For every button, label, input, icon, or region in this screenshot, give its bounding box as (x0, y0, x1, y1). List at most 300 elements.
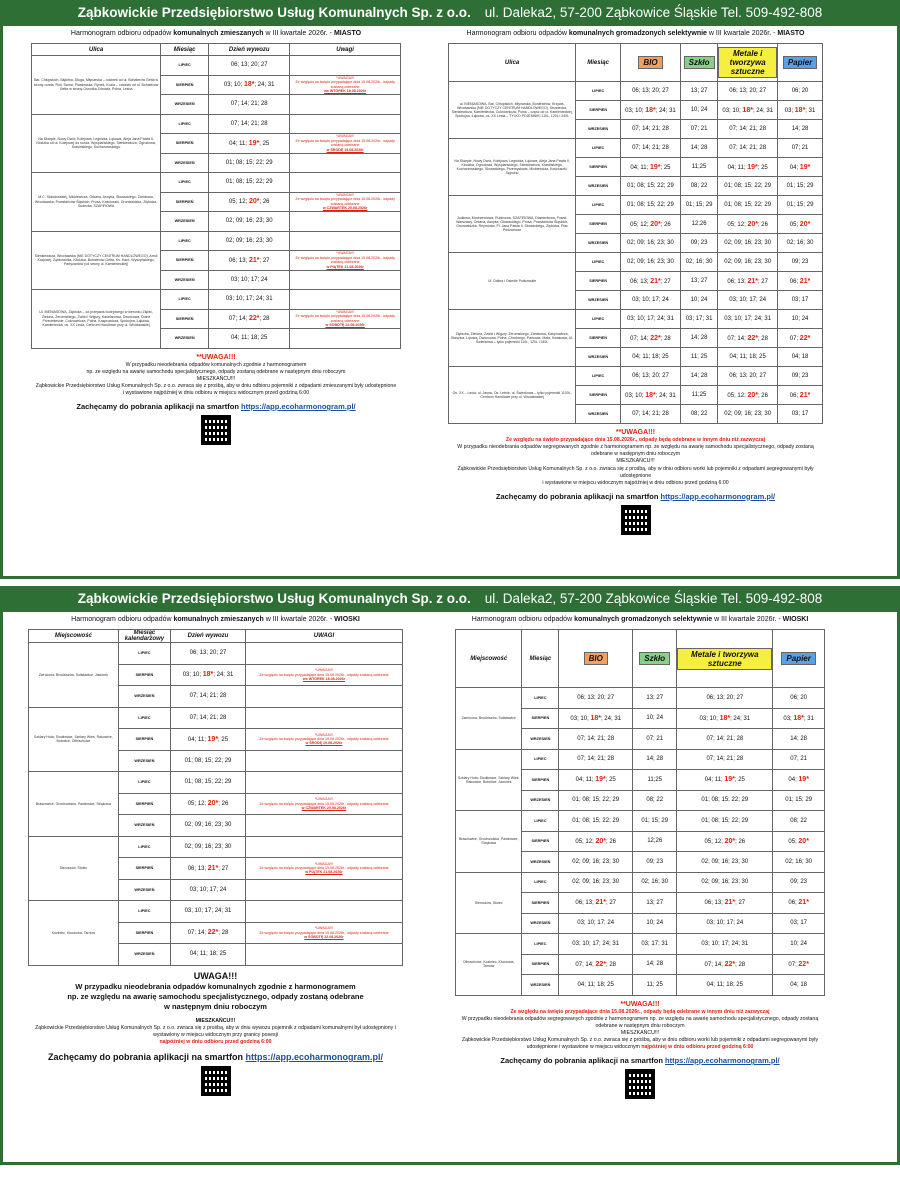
pickup-day: 24 (607, 920, 615, 927)
pickup-dates: 06; 13; 21*; 27 (559, 893, 633, 914)
pickup-day: 30 (612, 879, 620, 886)
note-day: w ŚRODĘ 19.08.2026r (326, 147, 364, 152)
pickup-day: 01 (724, 183, 731, 189)
table-row (29, 643, 403, 665)
street-list: Braszowice, Grochowiska, Pawłowice, Strąkowa (29, 772, 119, 837)
pickup-day: 17 (744, 316, 752, 322)
pickup-day: 14 (199, 693, 207, 700)
pickup-day: 02 (701, 858, 709, 865)
footer-line: W przypadku nieodebrania odpadów komunalnych zgodnie z harmonogramem (125, 361, 307, 368)
pickup-day: 01 (572, 817, 579, 824)
app-promo (28, 1051, 403, 1063)
note-day: w SOBOTĘ 22.08.2026r (325, 323, 365, 328)
pickup-day: 16 (695, 259, 703, 265)
pickup-day: 27 (761, 278, 768, 285)
pickup-day: 24 (216, 672, 224, 679)
pickup-day: 24 (736, 920, 744, 927)
pickup-dates (680, 386, 717, 405)
pickup-dates: 03; 10; 18*; 24; 31 (677, 708, 773, 729)
pickup-day: 10 (734, 316, 741, 322)
pickup-day: 19* (724, 776, 735, 784)
app-promo (455, 1056, 825, 1066)
app-text: Zachęcamy do pobrania aplikacji na smartfon (76, 402, 242, 412)
pickup-day: 16 (744, 259, 752, 265)
qr-code (625, 1069, 655, 1099)
note-cell (290, 329, 401, 349)
pickup-day: 28 (761, 335, 768, 342)
pickup-day: 26 (761, 392, 768, 399)
pickup-day: 04 (729, 354, 737, 360)
pickup-day: 07 (577, 756, 584, 763)
metal-plastic-header (718, 44, 778, 82)
footer-warning: **UWAGA!!! (196, 353, 236, 361)
pickup-dates: 06; 21* (773, 893, 825, 914)
pickup-dates: 06; 20 (773, 688, 825, 709)
pickup-dates: 04; 11; 18; 25 (559, 975, 633, 996)
pickup-day: 18 (749, 354, 756, 360)
pickup-dates: 03; 10; 17; 24; 31 (209, 290, 290, 310)
footer-resident-heading: MIESZKAŃCU!!! (620, 1029, 660, 1036)
pickup-dates: 02; 09; 16; 23; 30 (171, 836, 246, 858)
pickup-day: 14 (587, 756, 595, 763)
pickup-day: 30 (806, 240, 814, 246)
pickup-day: 31 (808, 107, 816, 114)
pickup-day: 18* (645, 106, 656, 114)
company-address: ul. Daleka2, 57-200 Ząbkowice Śląskie Tel. 509-492-808 (484, 591, 823, 606)
pickup-day: 25 (738, 777, 745, 784)
pickup-day: 31 (705, 316, 713, 322)
note-warning: *UWAGA!!! (315, 861, 333, 866)
pickup-day: 27 (656, 899, 664, 906)
table-row (32, 56, 401, 76)
pickup-day: 21* (724, 899, 736, 907)
footer-warning: **UWAGA!!! (615, 429, 656, 436)
pickup-day: 14 (737, 335, 745, 342)
pickup-dates: 03; 10; 18*; 24; 31 (209, 75, 290, 95)
pickup-day: 01 (572, 797, 579, 804)
pickup-dates: 02; 16; 30 (680, 253, 717, 272)
street-list: M.C. Skłodowskiej, Mickiewicza, Orkana, Asnyka, Słowackiego, Zamkowa, Wrocławska, Powstańców Śląskich, Prusa, Kościuszki, Grunwaldzka, Ziębicka, Sudecka, SZAFIROWA (32, 173, 161, 232)
street-list: Ul. BIENIASOWA, Ziębicka – od przejazdu kolejowego w kierunku Ziębic, Zielona, Żeromskiego, Żwirki i Wigury, Kasztanowa, Dworcowa, Dolne Przedmieście, Cukrownicza, Polna, Kasprowicza, Spokojna, Łąkowa, Kamieniecka, os. XX Lecia, Centrum Handlowe przy ul. Wrocławskiej (32, 290, 161, 349)
app-link[interactable]: https://app.ecoharmonogram.pl/ (660, 491, 776, 501)
pickup-day: 26 (262, 199, 270, 206)
pickup-dates: 04; 11; 19*; 25 (559, 770, 633, 791)
pickup-dates: 10; 24 (773, 934, 825, 955)
pickup-day: 11;25 (691, 164, 707, 170)
footer-deadline: najpóźniej w dniu odbioru przed godziną 6:00 (159, 1039, 272, 1046)
pickup-day: 24 (602, 940, 610, 947)
footer-line: Ząbkowickie Przedsiębiorstwo Usług Komunalnych Sp. z o.o. zwraca się z prośbą, aby w dniu wywozu pojemnik z odpadami komunalnymi był udostępniony i wystawiony w miejscu widocznym przy granicy posesji (35, 1025, 396, 1039)
pickup-day: 07 (230, 120, 238, 127)
pickup-day: 28 (662, 411, 669, 417)
pickup-day: 18 (726, 981, 733, 988)
pickup-dates: 02; 09; 16; 23; 30 (559, 852, 633, 873)
pickup-day: 13 (739, 373, 746, 379)
pickup-dates: 05; 12; 20*; 26 (559, 831, 633, 852)
pickup-day: 04 (727, 164, 735, 171)
pickup-dates: 06; 13; 20; 27 (677, 688, 773, 709)
table-row (29, 772, 403, 794)
pickup-day: 16 (647, 259, 654, 265)
pickup-day: 13 (690, 278, 698, 284)
pickup-day: 08 (734, 202, 741, 208)
pickup-day: 14 (640, 335, 647, 342)
pickup-day: 14 (642, 145, 649, 151)
pickup-day: 25 (262, 140, 270, 147)
pickup-dates (633, 831, 677, 852)
pickup-day: 25 (761, 164, 768, 171)
pickup-day: 23 (255, 237, 263, 244)
pickup-day: 23 (214, 843, 222, 850)
month-cell: WRZESIEŃ (576, 234, 621, 253)
pickup-dates: 07; 14; 21; 28 (559, 729, 633, 750)
pickup-dates: 07; 21 (773, 749, 825, 770)
pickup-day: 19* (248, 139, 260, 147)
pickup-day: 13 (716, 694, 724, 701)
app-link[interactable]: https://app.ecoharmonogram.pl/ (245, 1052, 384, 1063)
pickup-day: 04 (632, 354, 639, 360)
pickup-day: 15 (592, 797, 600, 804)
pickup-day: 06 (632, 88, 639, 94)
pickup-day: 20* (747, 391, 758, 399)
pickup-day: 22 (754, 183, 762, 189)
pickup-day: 29 (265, 159, 273, 166)
pickup-dates: 07; 14; 21; 28 (209, 95, 290, 115)
qr-code (201, 1066, 231, 1096)
app-link[interactable]: https://app.ecoharmonogram.pl/ (241, 402, 356, 412)
pickup-dates: 06; 13; 21*; 27 (718, 272, 778, 291)
pickup-day: 14 (646, 961, 654, 968)
pickup-day: 17 (204, 908, 212, 915)
pickup-dates: 07; 14; 22*; 28 (559, 954, 633, 975)
pickup-day: 18* (794, 106, 806, 114)
footer-line: np. ze względu na awarię samochodu specjalistycznego, odpady zostaną odebrane w następnym dniu roboczym (86, 368, 346, 375)
table-header-row (449, 44, 823, 82)
pickup-dates: 02; 09; 16; 23; 30 (621, 253, 681, 272)
month-cell: SIERPIEŃ (576, 101, 621, 120)
note-warning: *UWAGA!!! (336, 192, 355, 197)
pickup-day: 15 (647, 202, 654, 208)
company-name: Ząbkowickie Przedsiębiorstwo Usług Komunalnych Sp. z o.o. (77, 5, 471, 20)
pickup-dates: 04; 11; 19*; 25 (621, 158, 681, 177)
pickup-day: 31 (669, 392, 676, 399)
month-cell: WRZESIEŃ (522, 913, 559, 934)
pickup-day: 03 (685, 316, 693, 322)
pickup-day: 24 (604, 715, 611, 722)
pickup-dates: 06; 13; 21*; 27 (621, 272, 681, 291)
pickup-day: 17 (647, 316, 654, 322)
pickup-dates: 05; 20* (773, 831, 825, 852)
pickup-day: 10 (791, 316, 799, 322)
pickup-day: 20* (798, 837, 809, 845)
pickup-day: 07 (632, 411, 639, 417)
pickup-dates: 07; 21 (680, 120, 717, 139)
pickup-day: 02 (572, 879, 579, 886)
pickup-day: 14 (739, 126, 746, 132)
pickup-day: 17 (597, 920, 605, 927)
pickup-day: 03 (230, 276, 238, 283)
pickup-day: 02 (724, 411, 731, 417)
pickup-dates (633, 770, 677, 791)
street-list: Szklary Huta; Siodłowice, Szklary Wieś, Rakowice, Bobolice, Jaworek (456, 749, 522, 811)
pickup-dates: 06; 13; 20; 27 (209, 56, 290, 76)
pickup-dates: 14; 28 (680, 139, 717, 158)
pickup-day: 25 (700, 354, 708, 360)
pickup-day: 17 (592, 940, 600, 947)
month-cell: WRZESIEŃ (161, 95, 209, 115)
pickup-day: 18 (250, 335, 258, 342)
pickup-day: 14 (690, 335, 698, 341)
note-day: w ŚRODĘ 19.08.2026r (305, 741, 343, 746)
pickup-day: 08 (582, 817, 589, 824)
pickup-day: 16 (647, 240, 654, 246)
pickup-day: 28 (700, 373, 708, 379)
month-cell: LIPIEC (118, 901, 170, 923)
note-text: Ze względu na święto przypadające dnia 15.08.2026r., odpady zostaną odebrane (259, 672, 389, 677)
pickup-day: 06 (790, 694, 797, 701)
street-list: Ziębicka, Zielona, Żwirki i Wigury, Żeromskiego, Zamkowa, Kasprowicza, Staszica, Lipowa, Dworcowa, Polna, Chrobrego, Parkowa, Mała, Kwiatowa, Ul. Świerkowa – tylko pojemniki 110L, 120L i 240L (449, 310, 576, 367)
selective-schedule-table (448, 43, 823, 424)
pickup-day: 13 (199, 650, 207, 657)
note-cell (245, 901, 402, 923)
pickup-day: 10 (587, 920, 595, 927)
app-text: Zachęcamy do pobrania aplikacji na smartfon (500, 1056, 666, 1066)
pickup-day: 28 (219, 714, 227, 721)
column-header: Dzień wywozu (171, 630, 246, 643)
pickup-day: 09 (734, 259, 741, 265)
pickup-day: 07 (228, 316, 236, 323)
title-place: WIOSKI (782, 616, 809, 623)
pickup-day: 30 (764, 240, 772, 246)
month-cell: WRZESIEŃ (576, 120, 621, 139)
pickup-dates: 06; 13; 20; 27 (718, 82, 778, 101)
pickup-day: 27 (609, 900, 616, 907)
note-cell (290, 212, 401, 232)
pickup-day: 03 (572, 940, 579, 947)
bio-header-label: BIO (638, 56, 662, 69)
table-row (29, 707, 403, 729)
pickup-day: 14 (642, 411, 649, 417)
pickup-dates: 02; 16; 30 (773, 852, 825, 873)
pickup-dates: 11; 25 (680, 348, 717, 367)
pickup-day: 27 (664, 278, 671, 285)
pickup-day: 07 (189, 714, 197, 721)
pickup-day: 14 (714, 961, 722, 968)
pickup-day: 11 (241, 335, 248, 342)
pickup-day: 31 (669, 107, 676, 114)
pickup-day: 14 (238, 316, 246, 323)
pickup-dates: 06; 21* (778, 386, 823, 405)
table-row (32, 231, 401, 251)
pickup-dates: 02; 09; 16; 23; 30 (209, 231, 290, 251)
pickup-day: 28 (700, 145, 708, 151)
month-cell: SIERPIEŃ (161, 309, 209, 329)
pickup-dates: 03; 10; 17; 24 (209, 270, 290, 290)
pickup-day: 05 (704, 838, 712, 845)
pickup-day: 25 (663, 164, 671, 171)
pickup-day: 05 (789, 221, 797, 228)
column-header: Ulica (32, 44, 161, 56)
note-cell (245, 643, 402, 665)
miasto-mixed-panel (31, 30, 401, 445)
pickup-dates: 08; 22 (680, 405, 717, 424)
pickup-day: 16 (744, 411, 752, 417)
pickup-day: 30 (667, 259, 674, 265)
pickup-day: 21* (798, 899, 809, 907)
pickup-day: 11 (737, 164, 744, 171)
pickup-day: 10 (711, 940, 719, 947)
pickup-day: 13 (587, 694, 595, 701)
pickup-dates: 07; 14; 21; 28 (171, 686, 246, 708)
street-list: Zwrócona, Brodziszów, Sulisławice (456, 688, 522, 750)
pickup-day: 15 (245, 179, 253, 186)
pickup-day: 07 (704, 961, 712, 968)
pickup-day: 11 (739, 354, 746, 360)
pickup-day: 18* (243, 81, 255, 89)
pickup-day: 20 (597, 694, 605, 701)
pickup-day: 27 (662, 88, 669, 94)
pickup-dates: 01; 08; 15; 22; 29 (621, 196, 681, 215)
pickup-dates: 04; 18 (773, 975, 825, 996)
pickup-dates: 02; 09; 16; 23; 30 (677, 872, 773, 893)
pickup-day: 27 (759, 88, 767, 94)
pickup-day: 28 (700, 335, 708, 341)
app-promo (31, 402, 401, 412)
pickup-day: 10 (790, 940, 797, 947)
pickup-day: 24 (656, 920, 664, 927)
month-cell: WRZESIEŃ (161, 153, 209, 173)
table-row (456, 872, 825, 893)
pickup-day: 28 (609, 961, 616, 968)
qr-code (621, 505, 651, 535)
pickup-day: 07 (706, 756, 714, 763)
pickup-day: 15 (651, 817, 659, 824)
pickup-day: 12 (640, 221, 647, 228)
pickup-day: 09 (637, 259, 644, 265)
title-prefix: Harmonogram odbioru odpadów (70, 30, 174, 37)
pickup-day: 07 (630, 335, 637, 342)
bio-header-label: BIO (584, 652, 608, 665)
pickup-dates: 01; 15; 29 (778, 196, 823, 215)
note-day: w PIĄTEK 21.08.2026r (305, 870, 343, 875)
month-cell: LIPIEC (118, 707, 170, 729)
company-address: ul. Daleka2, 57-200 Ząbkowice Śląskie Tel. 509-492-808 (484, 5, 823, 20)
pickup-dates: 14; 28 (633, 749, 677, 770)
pickup-dates: 04; 11; 19*; 25 (677, 770, 773, 791)
pickup-day: 20* (799, 220, 811, 228)
month-cell: WRZESIEŃ (576, 405, 621, 424)
pickup-day: 06 (706, 694, 714, 701)
pickup-day: 08 (637, 202, 644, 208)
pickup-day: 14 (690, 373, 698, 379)
pickup-day: 09 (582, 858, 589, 865)
pickup-day: 03 (791, 411, 799, 417)
pickup-dates: 01; 08; 15; 22; 29 (677, 790, 773, 811)
pickup-dates: 03; 10; 17; 24; 31 (559, 934, 633, 955)
pickup-day: 20 (726, 694, 734, 701)
pickup-day: 01 (184, 779, 192, 786)
pickup-day: 29 (265, 179, 273, 186)
pickup-dates: 02; 09; 16; 23; 30 (718, 253, 778, 272)
note-cell (290, 134, 401, 154)
note-cell (245, 729, 402, 751)
note-warning: *UWAGA!!! (336, 309, 355, 314)
pickup-day: 20* (724, 837, 736, 845)
pickup-day: 20 (250, 62, 258, 69)
pickup-day: 22* (799, 334, 811, 342)
table-row (29, 836, 403, 858)
pickup-day: 07 (575, 961, 583, 968)
pickup-day: 11 (239, 140, 246, 147)
pickup-day: 30 (265, 237, 273, 244)
month-cell: SIERPIEŃ (118, 664, 170, 686)
pickup-day: 09 (711, 858, 719, 865)
pickup-dates: 07; 21 (778, 139, 823, 158)
pickup-day: 20 (652, 373, 659, 379)
title-place: MIASTO (777, 30, 805, 37)
pickup-day: 18 (597, 981, 604, 988)
pickup-day: 16 (592, 879, 600, 886)
pickup-dates: 14; 28 (778, 120, 823, 139)
pickup-day: 29 (661, 817, 669, 824)
pickup-dates: 09; 23 (778, 367, 823, 386)
pickup-dates: 14; 28 (680, 329, 717, 348)
note-text: Ze względu na święto przypadające dnia 15.08.2026r., odpady zostaną odebrane (259, 866, 389, 870)
app-link[interactable]: https://app.ecoharmonogram.pl/ (665, 1056, 780, 1066)
note-text: Ze względu na święto przypadające dnia 15.08.2026r., odpady zostaną odebrane (295, 314, 395, 323)
title-prefix: Harmonogram odbioru odpadów (71, 616, 174, 623)
pickup-dates: 02; 09; 16; 23; 30 (559, 872, 633, 893)
pickup-day: 31 (226, 672, 234, 679)
pickup-dates: 10; 24 (680, 291, 717, 310)
month-cell: WRZESIEŃ (522, 729, 559, 750)
pickup-dates: 05; 12; 20*; 26 (621, 215, 681, 234)
pickup-day: 24 (756, 107, 763, 114)
pickup-day: 23 (656, 858, 664, 865)
pickup-day: 21 (209, 693, 217, 700)
note-cell (290, 56, 401, 76)
pickup-day: 16 (204, 822, 212, 829)
pickup-day: 29 (612, 797, 620, 804)
pickup-day: 18 (801, 354, 809, 360)
month-cell: SIERPIEŃ (118, 858, 170, 880)
pickup-dates: 06; 13; 20; 27 (171, 643, 246, 665)
pickup-day: 30 (741, 858, 749, 865)
pickup-day: 07 (788, 961, 796, 968)
table-row (449, 196, 823, 215)
pickup-dates: 06; 21* (778, 272, 823, 291)
pickup-day: 15 (721, 797, 729, 804)
pickup-day: 07 (189, 693, 197, 700)
pickup-day: 20* (650, 220, 661, 228)
pickup-day: 24 (759, 297, 767, 303)
pickup-day: 21* (595, 899, 606, 907)
pickup-day: 30 (265, 218, 273, 225)
pickup-dates: 01; 08; 15; 22; 29 (559, 811, 633, 832)
pickup-day: 18* (590, 714, 601, 722)
pickup-day: 18 (800, 981, 807, 988)
pickup-day: 23 (800, 879, 807, 886)
pickup-day: 03 (223, 82, 231, 89)
pickup-day: 01 (685, 202, 693, 208)
note-cell (245, 772, 402, 794)
pickup-day: 25 (759, 354, 766, 360)
pickup-day: 06 (228, 257, 236, 264)
pickup-day: 27 (700, 88, 708, 94)
pickup-day: 09 (790, 879, 797, 886)
pickup-dates: 10; 24 (633, 913, 677, 934)
pickup-day: 22* (595, 960, 606, 968)
